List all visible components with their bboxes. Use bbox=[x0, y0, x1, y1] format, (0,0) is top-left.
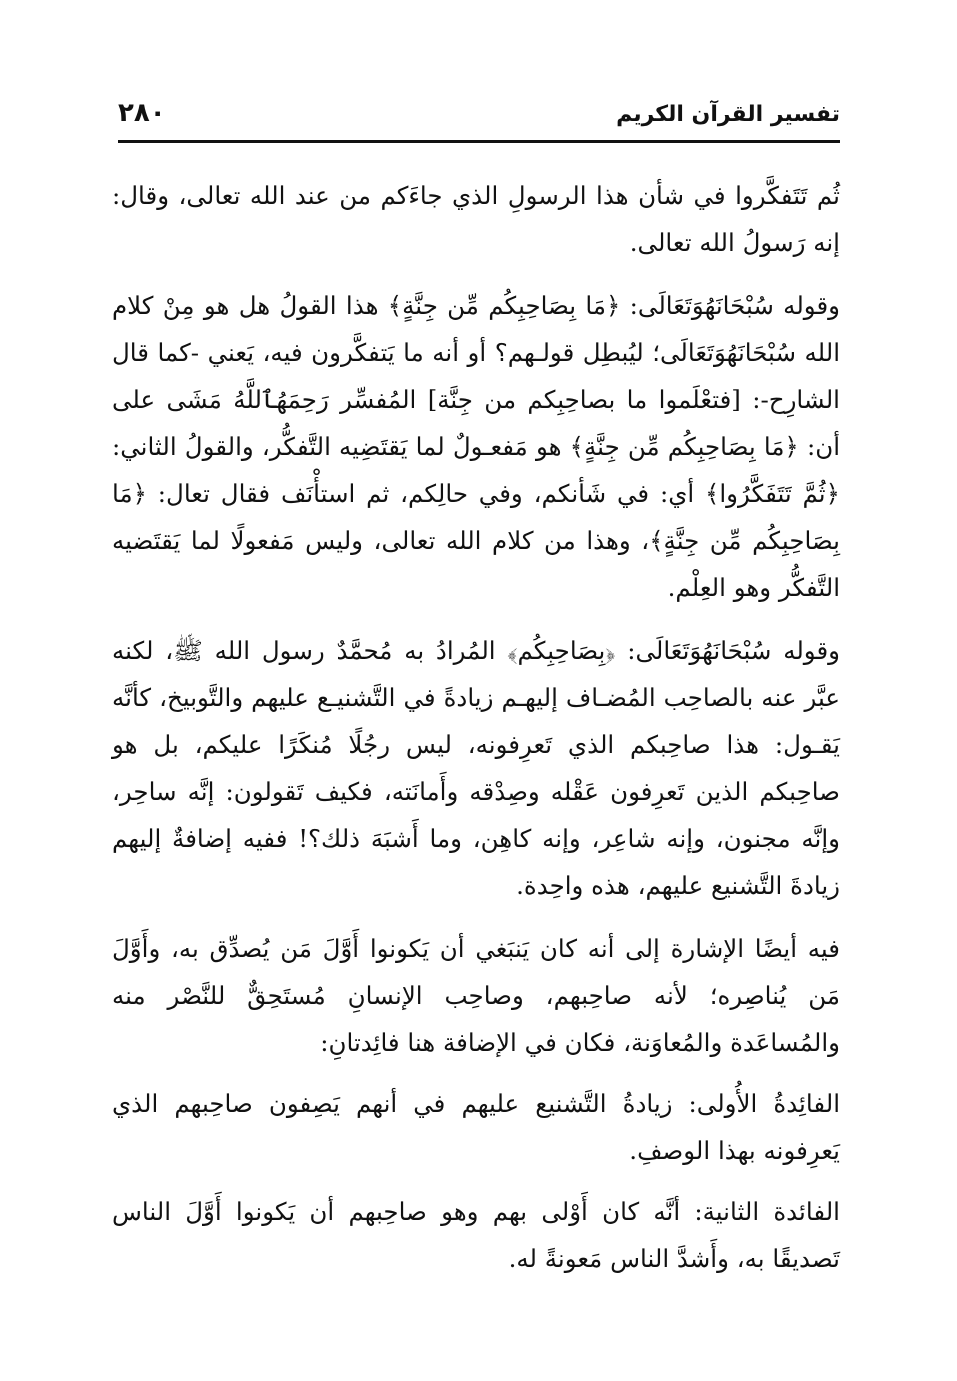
body-text bbox=[112, 172, 840, 1296]
paragraph: ثُم تَتَفكَّروا في شأن هذا الرسولِ الذي جاءَكم من عند الله تعالى، وقال: إنه رَسولُ الله تعالى. bbox=[112, 181, 840, 257]
book-title: تفسير القرآن الكريم bbox=[616, 102, 840, 127]
header-rule bbox=[118, 140, 840, 143]
paragraph: وقوله سُبْحَانَهُوَتَعَالَى: ﴿بِصَاحِبِكُم﴾ المُرادُ به مُحمَّدٌ رسول الله ﷺ، لكنه عبَّر عنه بالصاحِب المُضـاف إليهـم زيادةً في التَّشنيـع عليهم والتَّوبيخ، كأنَّه يَقـول: هذا صاحِبكم الذي تَعرِفونه، ليس رجُلًا مُنكَرًا عليكم، بل هو صاحِبكم الذين تَعرِفون عَقْله وصِدْقه وأَمانَته، فكيف تَقولون: إنَّه ساحِر، وإنَّه مجنون، وإنه شاعِر، وإنه كاهِن، وما أَشبَهَ ذلك؟! ففيه إضافةٌ إليهم زيادةَ التَّشنيع عليهم، هذه واحِدة. bbox=[112, 636, 840, 900]
page-header bbox=[118, 98, 840, 138]
paragraph: الفائدة الثانية: أنَّه كان أَوْلى بهم وهو صاحِبهم أن يَكونوا أَوَّلَ الناس تَصديقًا به، وأَشدَّ الناس مَعونةً له. bbox=[112, 1197, 840, 1273]
page-number: ٢٨٠ bbox=[118, 98, 166, 128]
paragraph: فيه أيضًا الإشارة إلى أنه كان يَنبَغي أن يَكونوا أَوَّلَ مَن يُصدِّق به، وأَوَّلَ مَن يُناصِره؛ لأنه صاحِبهم، وصاحِب الإنسانِ مُستَحِقٌّ للنَّصْر منه والمُساعَدة والمُعاوَنة، فكان في الإضافة هنا فائِدتانِ: bbox=[112, 934, 840, 1057]
paragraph: الفائِدةُ الأُولى: زيادةُ التَّشنيع عليهم في أنهم يَصِفون صاحِبهم الذي يَعرِفونه بهذا الوصفِ. bbox=[112, 1089, 840, 1165]
paragraph: وقوله سُبْحَانَهُوَتَعَالَى: ﴿مَا بِصَاحِبِكُم مِّن جِنَّةٍ﴾ هذا القولُ هل هو مِنْ كلام الله سُبْحَانَهُوَتَعَالَى؛ ليُبطِل قولـهم؟ أو أنه ما يَتفكَّرون فيه، يَعني -كما قال الشارِح-: [فتعْلَموا ما بصاحِبِكم من جِنَّة] المُفسِّر رَحِمَهُٱللَّهُ مَشَى على أن: ﴿مَا بِصَاحِبِكُم مِّن جِنَّةٍ﴾ هو مَفعـولٌ لما يَقتَضِيه التَّفكُّر، والقولُ الثاني: ﴿ثُمَّ تَتَفَكَّرُوا﴾ أي: في شَأنكم، وفي حالِكم، ثم استأْنَف فقال تعال: ﴿مَا بِصَاحِبِكُم مِّن جِنَّةٍ﴾، وهذا من كلام الله تعالى، وليس مَفعولًا لما يَقتَضيه التَّفكُّر وهو العِلْم. bbox=[112, 291, 840, 602]
